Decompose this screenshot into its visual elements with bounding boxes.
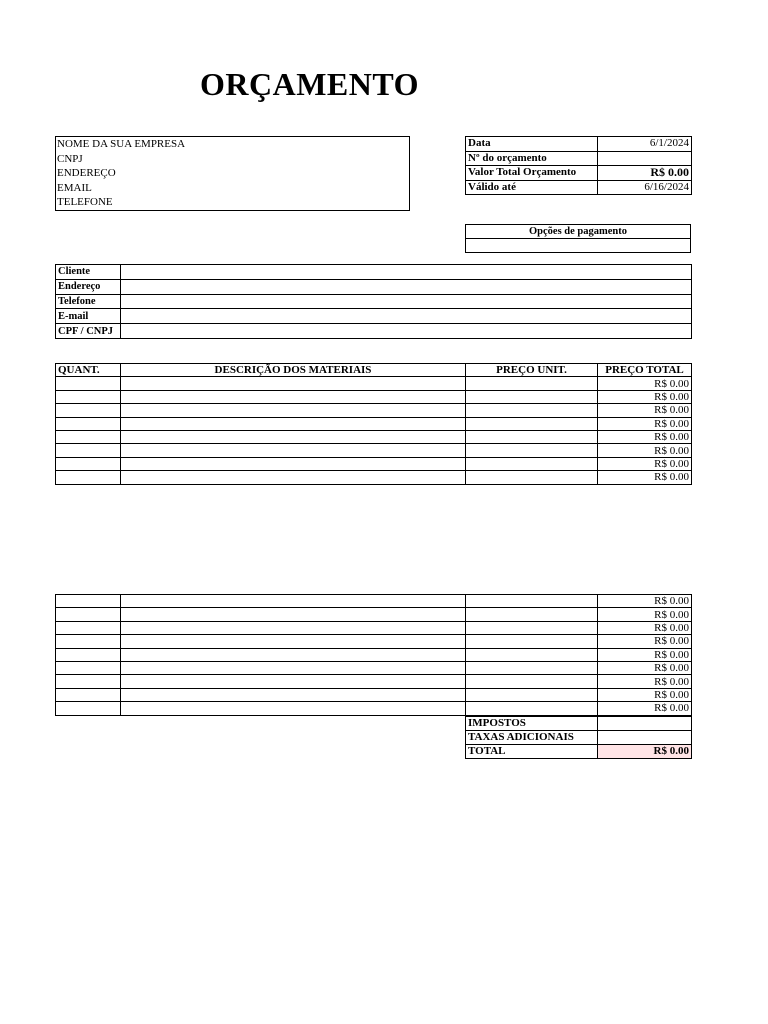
quantity-cell[interactable] xyxy=(56,608,121,621)
client-field-input[interactable] xyxy=(121,294,692,309)
table-row xyxy=(466,225,691,239)
total-price-cell[interactable]: R$ 0.00 xyxy=(598,390,692,403)
total-price-cell[interactable]: R$ 0.00 xyxy=(598,417,692,430)
description-header: DESCRIÇÃO DOS MATERIAIS xyxy=(121,364,466,377)
totals-table xyxy=(465,716,692,759)
total-price-cell[interactable]: R$ 0.00 xyxy=(598,404,692,417)
table-row xyxy=(56,648,692,661)
client-field-label: E-mail xyxy=(56,309,121,324)
taxes-label: IMPOSTOS xyxy=(466,717,598,731)
company-email[interactable]: EMAIL xyxy=(57,181,92,194)
client-field-input[interactable] xyxy=(121,309,692,324)
quote-info-table xyxy=(465,136,692,195)
description-cell[interactable] xyxy=(121,390,466,403)
total-price-cell[interactable]: R$ 0.00 xyxy=(598,430,692,443)
table-row xyxy=(466,137,692,152)
description-cell[interactable] xyxy=(121,635,466,648)
table-row xyxy=(466,731,692,745)
quantity-cell[interactable] xyxy=(56,377,121,390)
table-header-row xyxy=(56,364,692,377)
materials-table xyxy=(55,363,692,485)
description-cell[interactable] xyxy=(121,457,466,470)
quantity-cell[interactable] xyxy=(56,457,121,470)
company-info-box xyxy=(55,136,410,211)
description-cell[interactable] xyxy=(121,444,466,457)
unit-price-cell[interactable] xyxy=(466,688,598,701)
table-row xyxy=(56,377,692,390)
description-cell[interactable] xyxy=(121,648,466,661)
quantity-cell[interactable] xyxy=(56,444,121,457)
description-cell[interactable] xyxy=(121,595,466,608)
description-cell[interactable] xyxy=(121,430,466,443)
unit-price-cell[interactable] xyxy=(466,595,598,608)
unit-price-header: PREÇO UNIT. xyxy=(466,364,598,377)
total-price-cell[interactable]: R$ 0.00 xyxy=(598,635,692,648)
total-price-cell[interactable]: R$ 0.00 xyxy=(598,457,692,470)
client-field-label: Telefone xyxy=(56,294,121,309)
client-field-label: Cliente xyxy=(56,265,121,280)
quantity-cell[interactable] xyxy=(56,595,121,608)
table-row xyxy=(466,239,691,253)
payment-options-cell[interactable] xyxy=(466,239,691,253)
company-cnpj[interactable]: CNPJ xyxy=(57,152,83,165)
company-name[interactable]: NOME DA SUA EMPRESA xyxy=(57,138,186,150)
quantity-cell[interactable] xyxy=(56,702,121,715)
quote-number-cell[interactable] xyxy=(598,151,692,166)
client-field-input[interactable] xyxy=(121,265,692,280)
unit-price-cell[interactable] xyxy=(466,471,598,484)
table-row xyxy=(56,324,692,339)
unit-price-cell[interactable] xyxy=(466,377,598,390)
unit-price-cell[interactable] xyxy=(466,404,598,417)
table-row xyxy=(56,595,692,608)
table-row xyxy=(56,430,692,443)
table-row xyxy=(466,717,692,731)
description-cell[interactable] xyxy=(121,675,466,688)
unit-price-cell[interactable] xyxy=(466,444,598,457)
additional-fees-cell[interactable] xyxy=(598,731,692,745)
grand-total-label: TOTAL xyxy=(466,745,598,759)
unit-price-cell[interactable] xyxy=(466,648,598,661)
table-row xyxy=(466,166,692,181)
table-row xyxy=(466,180,692,195)
total-price-cell[interactable]: R$ 0.00 xyxy=(598,621,692,634)
table-row xyxy=(56,688,692,701)
unit-price-cell[interactable] xyxy=(466,608,598,621)
quantity-cell[interactable] xyxy=(56,390,121,403)
unit-price-cell[interactable] xyxy=(466,457,598,470)
total-price-cell[interactable]: R$ 0.00 xyxy=(598,444,692,457)
table-row xyxy=(56,702,692,715)
additional-fees-label: TAXAS ADICIONAIS xyxy=(466,731,598,745)
description-cell[interactable] xyxy=(121,621,466,634)
table-row xyxy=(56,471,692,484)
table-row xyxy=(56,309,692,324)
quote-total-cell[interactable]: R$ 0.00 xyxy=(598,166,692,181)
company-address[interactable]: ENDEREÇO xyxy=(57,167,116,179)
unit-price-cell[interactable] xyxy=(466,702,598,715)
table-row xyxy=(56,457,692,470)
company-phone[interactable]: TELEFONE xyxy=(57,196,113,208)
description-cell[interactable] xyxy=(121,417,466,430)
grand-total-cell[interactable]: R$ 0.00 xyxy=(598,745,692,759)
quantity-cell[interactable] xyxy=(56,430,121,443)
payment-options-table xyxy=(465,224,691,253)
materials-table-continued xyxy=(55,594,692,716)
date-label: Data xyxy=(466,137,598,152)
total-price-cell[interactable]: R$ 0.00 xyxy=(598,688,692,701)
unit-price-cell[interactable] xyxy=(466,621,598,634)
description-cell[interactable] xyxy=(121,702,466,715)
quantity-cell[interactable] xyxy=(56,675,121,688)
unit-price-cell[interactable] xyxy=(466,417,598,430)
table-row xyxy=(56,608,692,621)
total-price-cell[interactable]: R$ 0.00 xyxy=(598,675,692,688)
description-cell[interactable] xyxy=(121,471,466,484)
valid-until-cell[interactable]: 6/16/2024 xyxy=(598,180,692,195)
table-row xyxy=(466,745,692,759)
payment-options-header: Opções de pagamento xyxy=(466,225,691,239)
client-field-label: Endereço xyxy=(56,279,121,294)
unit-price-cell[interactable] xyxy=(466,390,598,403)
quantity-cell[interactable] xyxy=(56,661,121,674)
date-cell[interactable]: 6/1/2024 xyxy=(598,137,692,152)
quote-total-label: Valor Total Orçamento xyxy=(466,166,598,181)
table-row xyxy=(56,279,692,294)
client-field-label: CPF / CNPJ xyxy=(56,324,121,339)
description-cell[interactable] xyxy=(121,377,466,390)
quote-number-label: Nº do orçamento xyxy=(466,151,598,166)
table-row xyxy=(56,390,692,403)
quantity-cell[interactable] xyxy=(56,635,121,648)
description-cell[interactable] xyxy=(121,688,466,701)
total-price-cell[interactable]: R$ 0.00 xyxy=(598,471,692,484)
taxes-cell[interactable] xyxy=(598,717,692,731)
quantity-cell[interactable] xyxy=(56,417,121,430)
quantity-cell[interactable] xyxy=(56,648,121,661)
total-price-cell[interactable]: R$ 0.00 xyxy=(598,702,692,715)
page-title: ORÇAMENTO xyxy=(200,66,420,102)
client-info-table xyxy=(55,264,692,339)
quantity-cell[interactable] xyxy=(56,621,121,634)
quantity-cell[interactable] xyxy=(56,471,121,484)
description-cell[interactable] xyxy=(121,661,466,674)
unit-price-cell[interactable] xyxy=(466,675,598,688)
table-row xyxy=(56,444,692,457)
table-row xyxy=(56,675,692,688)
description-cell[interactable] xyxy=(121,608,466,621)
total-price-cell[interactable]: R$ 0.00 xyxy=(598,608,692,621)
table-row xyxy=(466,151,692,166)
table-row xyxy=(56,265,692,280)
unit-price-cell[interactable] xyxy=(466,635,598,648)
table-row xyxy=(56,621,692,634)
client-field-input[interactable] xyxy=(121,324,692,339)
total-price-cell[interactable]: R$ 0.00 xyxy=(598,595,692,608)
unit-price-cell[interactable] xyxy=(466,430,598,443)
table-row xyxy=(56,417,692,430)
table-row xyxy=(56,635,692,648)
valid-until-label: Válido até xyxy=(466,180,598,195)
table-row xyxy=(56,294,692,309)
quantity-header: QUANT. xyxy=(56,364,121,377)
total-price-cell[interactable]: R$ 0.00 xyxy=(598,661,692,674)
quantity-cell[interactable] xyxy=(56,404,121,417)
table-row xyxy=(56,661,692,674)
total-price-cell[interactable]: R$ 0.00 xyxy=(598,648,692,661)
client-field-input[interactable] xyxy=(121,279,692,294)
quantity-cell[interactable] xyxy=(56,688,121,701)
total-price-cell[interactable]: R$ 0.00 xyxy=(598,377,692,390)
description-cell[interactable] xyxy=(121,404,466,417)
total-price-header: PREÇO TOTAL xyxy=(598,364,692,377)
table-row xyxy=(56,404,692,417)
unit-price-cell[interactable] xyxy=(466,661,598,674)
